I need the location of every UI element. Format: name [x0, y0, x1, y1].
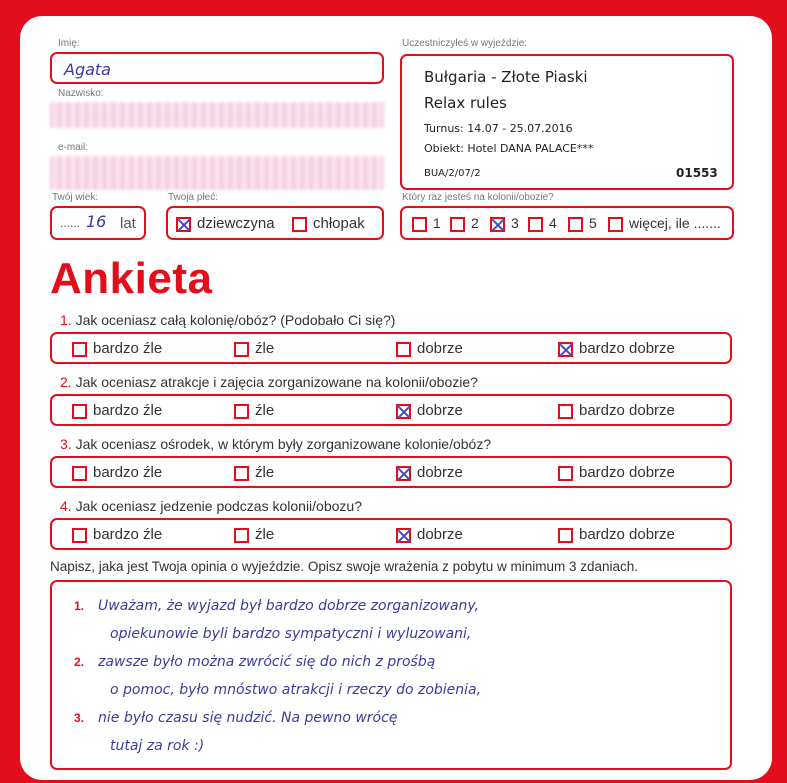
checkbox-icon[interactable] [450, 217, 465, 232]
q4-option-bad[interactable]: źle [234, 526, 274, 543]
survey-sheet [20, 16, 772, 780]
opinion-line-2: opiekunowie byli bardzo sympatyczni i wyluzowani, [110, 626, 472, 642]
q3-option-very-bad[interactable]: bardzo źle [72, 464, 162, 481]
question-1: 1. Jak oceniasz całą kolonię/obóz? (Podobało Ci się?) [60, 312, 396, 328]
opinion-line-3: 2. zawsze było można zwrócić się do nich z prośbą [74, 654, 436, 670]
trip-box [400, 54, 734, 190]
checkbox-icon[interactable] [608, 217, 623, 232]
gender-option-girl[interactable]: dziewczyna [176, 215, 275, 232]
trip-destination: Bułgaria - Złote Piaski [424, 68, 588, 86]
checkbox-icon[interactable] [558, 404, 573, 419]
times-option-3[interactable]: 3 [490, 215, 519, 232]
checkbox-icon[interactable] [234, 342, 249, 357]
obiekt-label: Obiekt: [424, 142, 464, 155]
checkbox-icon[interactable] [234, 528, 249, 543]
question-3: 3. Jak oceniasz ośrodek, w którym były zorganizowane kolonie/obóz? [60, 436, 492, 452]
turnus-value: 14.07 - 25.07.2016 [467, 122, 573, 135]
trip-label: Uczestniczyłeś w wyjeździe: [402, 38, 528, 49]
checkbox-icon[interactable] [528, 217, 543, 232]
answer-row-2 [50, 394, 732, 426]
surname-redacted [50, 102, 384, 128]
q1-option-bad[interactable]: źle [234, 340, 274, 357]
checkbox-checked-icon[interactable] [396, 404, 411, 419]
checkbox-icon[interactable] [568, 217, 583, 232]
obiekt-value: Hotel DANA PALACE*** [467, 142, 594, 155]
checkbox-icon[interactable] [72, 342, 87, 357]
times-label: Który raz jesteś na kolonii/obozie? [402, 192, 554, 203]
trip-code: BUA/2/07/2 [424, 168, 481, 179]
gender-group [166, 206, 384, 240]
opinion-line-4: o pomoc, było mnóstwo atrakcji i rzeczy do zobienia, [110, 682, 482, 698]
answer-row-4 [50, 518, 732, 550]
trip-number: 01553 [676, 166, 718, 180]
checkbox-checked-icon[interactable] [396, 466, 411, 481]
q1-option-good[interactable]: dobrze [396, 340, 463, 357]
turnus-label: Turnus: [424, 122, 464, 135]
times-option-4[interactable]: 4 [528, 215, 557, 232]
opinion-field[interactable] [50, 580, 732, 770]
age-prefix: ...... [60, 216, 81, 230]
checkbox-icon[interactable] [412, 217, 427, 232]
checkbox-checked-icon[interactable] [176, 217, 191, 232]
checkbox-icon[interactable] [72, 404, 87, 419]
email-label: e-mail: [58, 142, 89, 153]
trip-program: Relax rules [424, 94, 507, 112]
name-value: Agata [64, 60, 111, 79]
checkbox-icon[interactable] [234, 404, 249, 419]
checkbox-checked-icon[interactable] [396, 528, 411, 543]
q3-option-bad[interactable]: źle [234, 464, 274, 481]
question-2: 2. Jak oceniasz atrakcje i zajęcia zorganizowane na kolonii/obozie? [60, 374, 478, 390]
checkbox-checked-icon[interactable] [558, 342, 573, 357]
q2-option-very-bad[interactable]: bardzo źle [72, 402, 162, 419]
age-value: 16 [86, 212, 107, 231]
opinion-line-6: tutaj za rok :) [110, 738, 205, 754]
q4-option-good[interactable]: dobrze [396, 526, 463, 543]
q2-option-good[interactable]: dobrze [396, 402, 463, 419]
times-option-5[interactable]: 5 [568, 215, 597, 232]
opinion-line-1: 1. Uważam, że wyjazd był bardzo dobrze zorganizowany, [74, 598, 480, 614]
checkbox-icon[interactable] [558, 466, 573, 481]
q1-option-very-good[interactable]: bardzo dobrze [558, 340, 675, 357]
checkbox-icon[interactable] [72, 466, 87, 481]
checkbox-icon[interactable] [72, 528, 87, 543]
q3-option-very-good[interactable]: bardzo dobrze [558, 464, 675, 481]
age-field[interactable] [50, 206, 146, 240]
opinion-line-5: 3. nie było czasu się nudzić. Na pewno wrócę [74, 710, 398, 726]
q1-option-very-bad[interactable]: bardzo źle [72, 340, 162, 357]
answer-row-3 [50, 456, 732, 488]
opinion-prompt: Napisz, jaka jest Twoja opinia o wyjeździe. Opisz swoje wrażenia z pobytu w minimum 3 zdaniach. [50, 559, 639, 574]
name-field[interactable] [50, 52, 384, 84]
checkbox-icon[interactable] [396, 342, 411, 357]
times-option-2[interactable]: 2 [450, 215, 479, 232]
checkbox-icon[interactable] [234, 466, 249, 481]
q2-option-bad[interactable]: źle [234, 402, 274, 419]
q4-option-very-bad[interactable]: bardzo źle [72, 526, 162, 543]
q2-option-very-good[interactable]: bardzo dobrze [558, 402, 675, 419]
checkbox-checked-icon[interactable] [490, 217, 505, 232]
times-option-more[interactable]: więcej, ile ....... [608, 215, 721, 232]
gender-option-boy[interactable]: chłopak [292, 215, 365, 232]
surname-label: Nazwisko: [58, 88, 104, 99]
q4-option-very-good[interactable]: bardzo dobrze [558, 526, 675, 543]
answer-row-1 [50, 332, 732, 364]
survey-title: Ankieta [50, 254, 213, 303]
checkbox-icon[interactable] [292, 217, 307, 232]
age-suffix: lat [120, 215, 136, 232]
times-option-1[interactable]: 1 [412, 215, 441, 232]
question-4: 4. Jak oceniasz jedzenie podczas kolonii/obozu? [60, 498, 362, 514]
times-group [400, 206, 734, 240]
name-label: Imię: [58, 38, 80, 49]
checkbox-icon[interactable] [558, 528, 573, 543]
email-redacted [50, 156, 384, 190]
age-label: Twój wiek: [52, 192, 99, 203]
q3-option-good[interactable]: dobrze [396, 464, 463, 481]
gender-label: Twoja płeć: [168, 192, 219, 203]
